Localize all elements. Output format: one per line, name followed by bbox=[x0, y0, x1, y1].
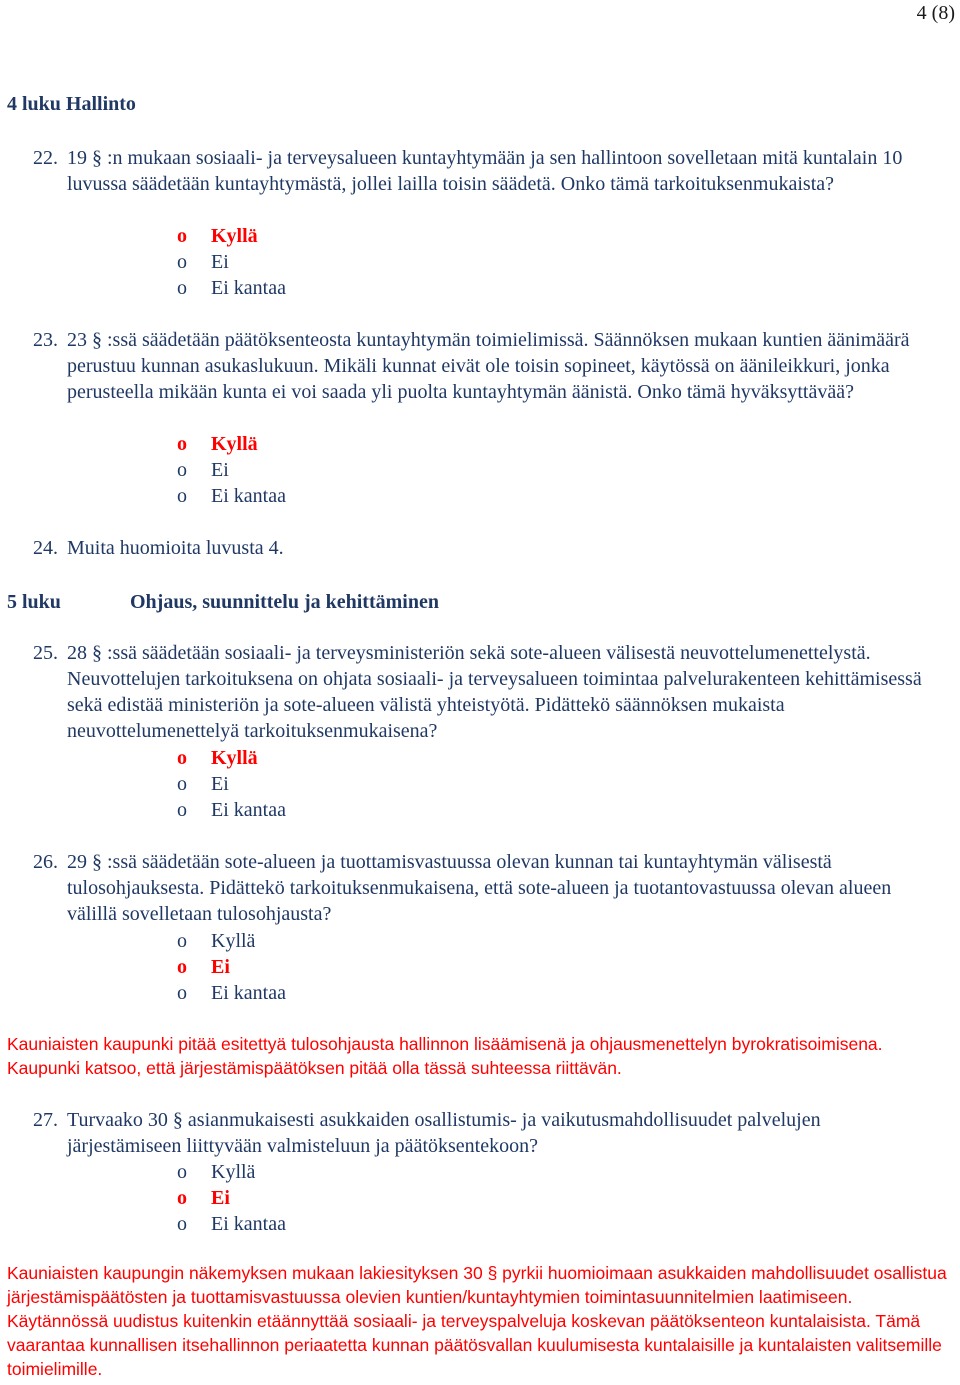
options-25 bbox=[177, 745, 577, 823]
option-kylla[interactable]: o Kyllä bbox=[177, 930, 256, 952]
question-number: 24. bbox=[33, 537, 58, 559]
chapter-title: Ohjaus, suunnittelu ja kehittäminen bbox=[130, 591, 439, 613]
comment-26: Kauniaisten kaupunki pitää esitettyä tulosohjausta hallinnon lisäämisenä ja ohjausmenettelyn byrokratisoimisena. Kaupunki katsoo, että järjestämispäätöksen pitää olla tässä suhteessa riittävän. bbox=[7, 1034, 883, 1078]
question-23 bbox=[33, 327, 938, 405]
page-number: 4 (8) bbox=[916, 2, 955, 24]
chapter-number: 5 luku bbox=[7, 591, 61, 613]
option-ei-kantaa[interactable]: o Ei kantaa bbox=[177, 1213, 286, 1235]
option-kylla[interactable]: o Kyllä bbox=[177, 747, 258, 769]
question-text: Turvaako 30 § asianmukaisesti asukkaiden osallistumis- ja vaikutusmahdollisuudet palvelujen järjestämiseen liittyvään valmisteluun ja päätöksentekoon? bbox=[67, 1109, 821, 1157]
question-number: 26. bbox=[33, 851, 58, 873]
question-text: 29 § :ssä säädetään sote-alueen ja tuottamisvastuussa olevan kunnan tai kuntayhtymän välisestä tulosohjauksesta. Pidättekö tarkoituksenmukaisena, että sote-alueen ja tuotantovastuussa olevan alueen välillä sovelletaan tulosohjausta? bbox=[67, 851, 892, 925]
options-23 bbox=[177, 431, 577, 509]
question-text: Muita huomioita luvusta 4. bbox=[67, 537, 284, 559]
option-ei[interactable]: o Ei bbox=[177, 1187, 230, 1209]
option-ei-kantaa[interactable]: o Ei kantaa bbox=[177, 982, 286, 1004]
question-text: 28 § :ssä säädetään sosiaali- ja terveysministeriön sekä sote-alueen välisestä neuvottelumenettelystä. Neuvottelujen tarkoituksena on ohjata sosiaali- ja terveysalueen toimintaa palvelurakenteen kehittämisessä sekä edistää ministeriön ja sote-alueen välistä yhteistyötä. Pidättekö säännöksen mukaista neuvottelumenettelyä tarkoituksenmukaisena? bbox=[67, 642, 922, 742]
question-text: 19 § :n mukaan sosiaali- ja terveysalueen kuntayhtymään ja sen hallintoon sovelletaan mitä kuntalain 10 luvussa säädetään kuntayhtymästä, jollei lailla toisin säädetä. Onko tämä tarkoituksenmukaista? bbox=[67, 147, 903, 195]
question-text: 23 § :ssä säädetään päätöksenteosta kuntayhtymän toimielimissä. Säännöksen mukaan kuntien äänimäärä perustuu kunnan asukaslukuun. Mikäli kunnat eivät ole toisin sopineet, käytössä on äänileikkuri, jonka perusteella mikään kunta ei voi saada yli puolta kuntayhtymän äänistä. Onko tämä hyväksyttävää? bbox=[67, 329, 910, 403]
option-ei[interactable]: o Ei bbox=[177, 956, 230, 978]
option-ei[interactable]: o Ei bbox=[177, 459, 229, 481]
chapter-heading-4 bbox=[7, 91, 136, 117]
question-number: 27. bbox=[33, 1109, 58, 1131]
chapter-heading-5 bbox=[7, 589, 439, 615]
option-kylla[interactable]: o Kyllä bbox=[177, 433, 258, 455]
option-ei-kantaa[interactable]: o Ei kantaa bbox=[177, 799, 286, 821]
options-22 bbox=[177, 223, 577, 301]
question-22 bbox=[33, 145, 938, 197]
question-27 bbox=[33, 1107, 938, 1159]
question-25 bbox=[33, 640, 938, 744]
option-ei-kantaa[interactable]: o Ei kantaa bbox=[177, 485, 286, 507]
question-26 bbox=[33, 849, 938, 927]
question-number: 22. bbox=[33, 147, 58, 169]
option-ei-kantaa[interactable]: o Ei kantaa bbox=[177, 277, 286, 299]
options-26 bbox=[177, 928, 577, 1006]
question-number: 23. bbox=[33, 329, 58, 351]
comment-27: Kauniaisten kaupungin näkemyksen mukaan lakiesityksen 30 § pyrkii huomioimaan asukkaiden mahdollisuudet osallistua järjestämispäätösten ja tuottamisvastuussa olevien kuntien/kuntayhtymien toimintasuunnitelmien laatimiseen. Käytännössä uudistus kuitenkin etäännyttää sosiaali- ja terveyspalveluja koskevan päätöksenteon kuntalaisista. Tämä vaarantaa kunnallisen itsehallinnon periaatetta kunnan päätösvallan kuulumisesta kuntalaisille ja kuntalaisten valitsemille toimielimille. bbox=[7, 1263, 947, 1379]
options-27 bbox=[177, 1159, 577, 1237]
option-kylla[interactable]: o Kyllä bbox=[177, 1161, 256, 1183]
chapter-number: 4 luku Hallinto bbox=[7, 93, 136, 115]
option-kylla[interactable]: o Kyllä bbox=[177, 225, 258, 247]
question-number: 25. bbox=[33, 642, 58, 664]
option-ei[interactable]: o Ei bbox=[177, 251, 229, 273]
option-ei[interactable]: o Ei bbox=[177, 773, 229, 795]
question-24 bbox=[33, 535, 938, 561]
